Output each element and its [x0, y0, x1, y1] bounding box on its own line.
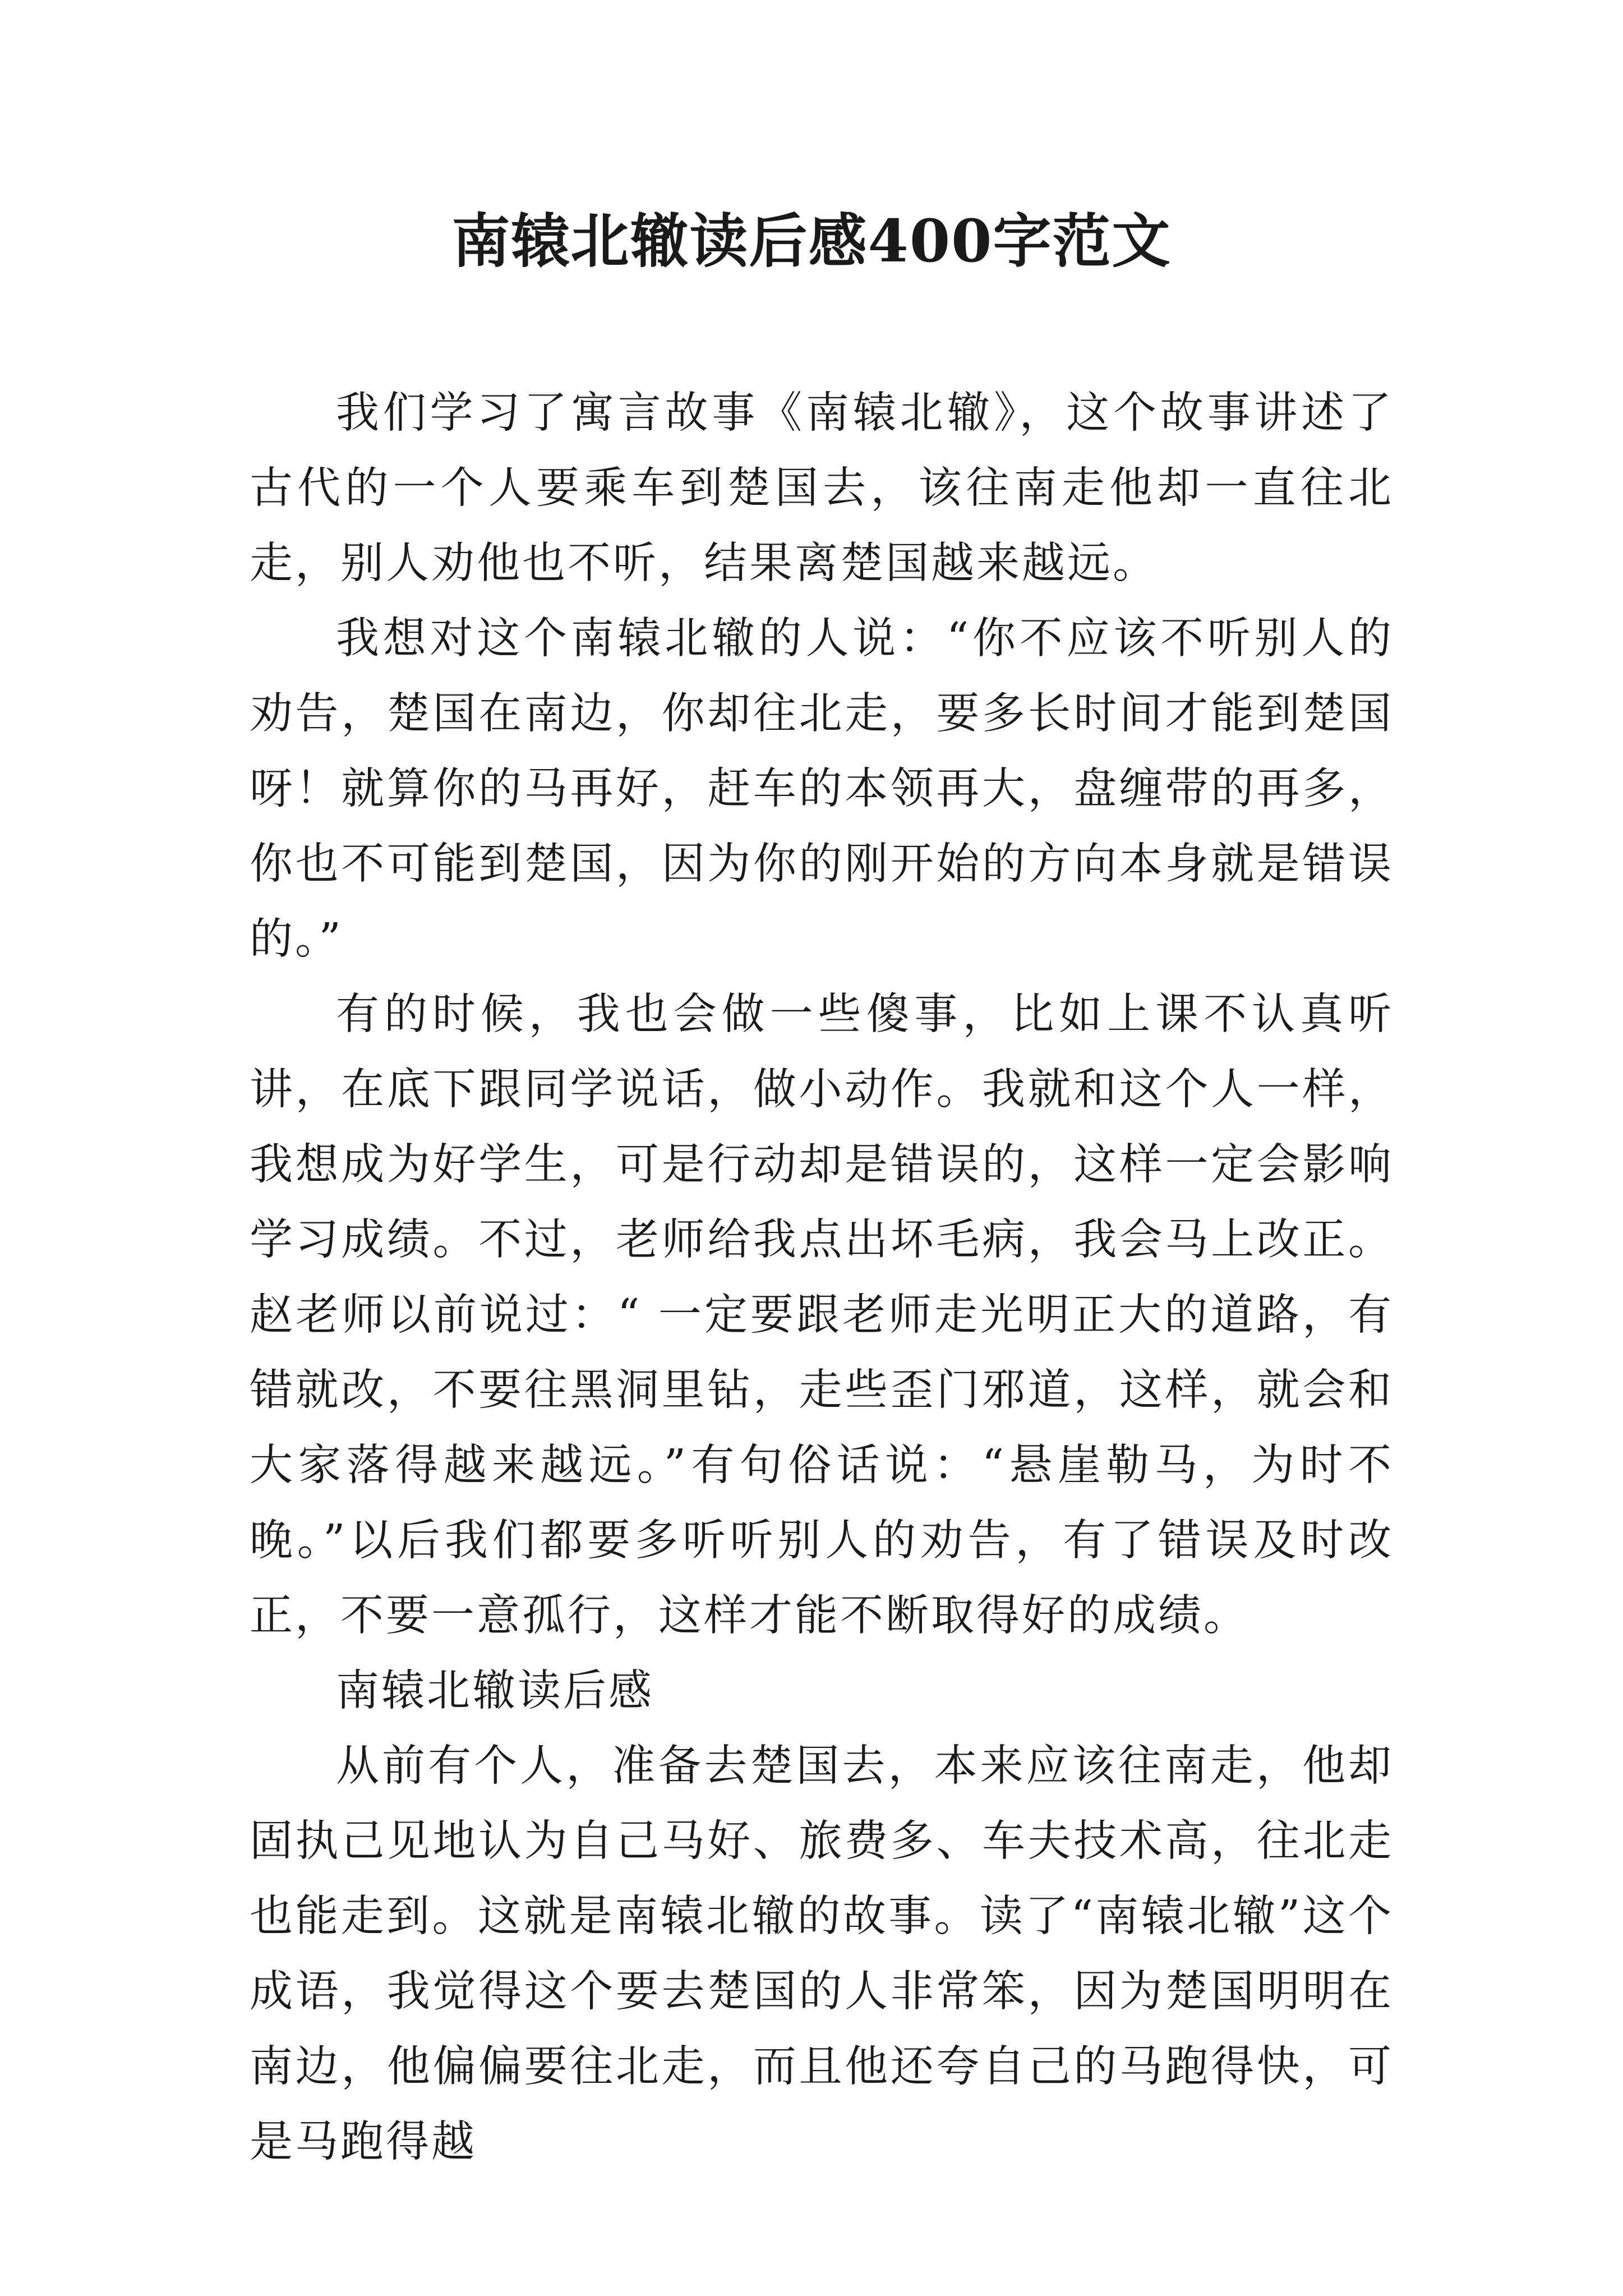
- paragraph: 从前有个人，准备去楚国去，本来应该往南走，他却固执己见地认为自己马好、旅费多、车夫技术高，往北走也能走到。这就是南辕北辙的故事。读了“南辕北辙”这个成语，我觉得这个要去楚国的人非常笨，因为楚国明明在南边，他偏偏要往北走，而且他还夸自己的马跑得快，可是马跑得越: [250, 1741, 1394, 2167]
- document-title: 南辕北辙读后感400字范文: [451, 206, 1172, 275]
- paragraph: 我们学习了寓言故事《南辕北辙》，这个故事讲述了古代的一个人要乘车到楚国去，该往南走他却一直往北走，别人劝他也不听，结果离楚国越来越远。: [250, 388, 1394, 588]
- document-body: [250, 376, 1394, 2180]
- section-heading: 南辕北辙读后感: [336, 1666, 654, 1716]
- paragraph: 我想对这个南辕北辙的人说：“你不应该不听别人的劝告，楚国在南边，你却往北走，要多长时间才能到楚国呀！就算你的马再好，赶车的本领再大，盘缠带的再多，你也不可能到楚国，因为你的刚开始的方向本身就是错误的。”: [250, 614, 1394, 964]
- paragraph: 有的时候，我也会做一些傻事，比如上课不认真听讲，在底下跟同学说话，做小动作。我就和这个人一样，我想成为好学生，可是行动却是错误的，这样一定会影响学习成绩。不过，老师给我点出坏毛病，我会马上改正。赵老师以前说过：“ 一定要跟老师走光明正大的道路，有错就改，不要往黑洞里钻，走些歪门邪道，这样，就会和大家落得越来越远。”有句俗话说：“悬崖勒马，为时不晚。”以后我们都要多听听别人的劝告，有了错误及时改正，不要一意孤行，这样才能不断取得好的成绩。: [250, 990, 1394, 1641]
